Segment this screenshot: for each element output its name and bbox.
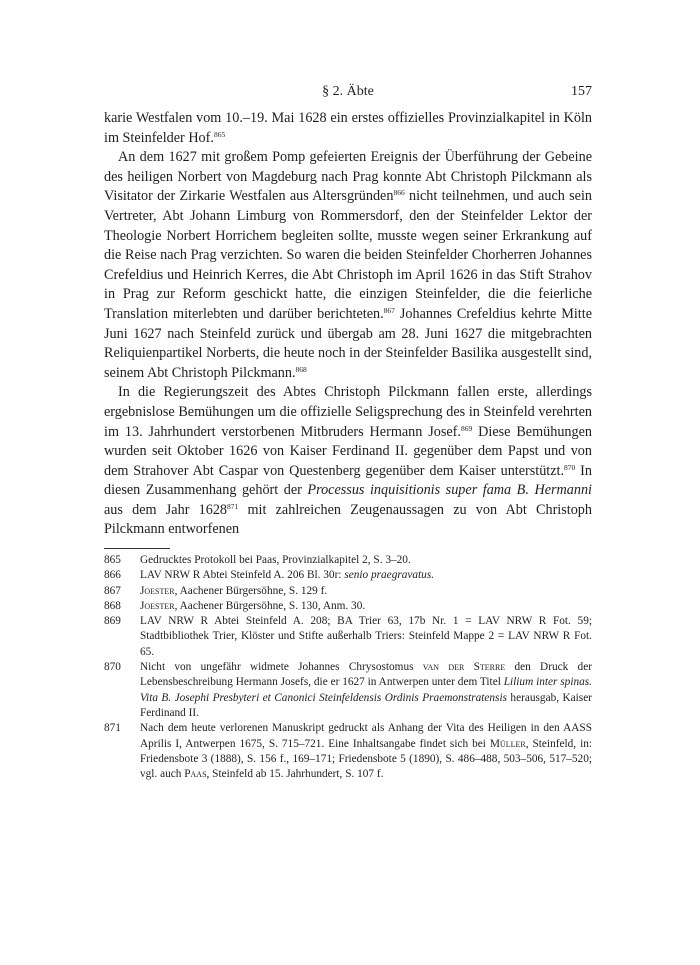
footnote-number: 869: [104, 615, 121, 628]
footnote-text: [140, 553, 592, 568]
text-run: An dem 1627 mit großem Pomp gefeierten Ereignis der Überführung der Gebeine des heiligen Norbert von Magdeburg nach Prag konnte Abt Christoph Pilckmann als Visitator der Zirkarie Westfalen aus Altersgründen: [104, 149, 592, 205]
footnote: [104, 660, 592, 721]
footnote: [104, 568, 592, 583]
text-run: karie Westfalen vom 10.–19. Mai 1628 ein erstes offizielles Provinzialkapitel in Köln im Steinfelder Hof.: [104, 110, 592, 146]
text-run: , Aachener Bürgersöhne, S. 129 f.: [174, 584, 328, 597]
footnote: [104, 614, 592, 660]
footnote-number: 867: [104, 584, 121, 597]
footnote-ref: 870: [564, 462, 576, 472]
running-head: § 2. Äbte: [322, 84, 374, 99]
footnote-ref: 865: [213, 129, 226, 139]
footnote-text: [140, 721, 592, 782]
footnote-number: 865: [104, 554, 121, 566]
footnote-ref: 868: [295, 364, 307, 374]
footnote-number: 866: [104, 569, 121, 582]
footnote-text: [140, 568, 592, 583]
text-run: nicht teilnehmen, und auch sein Vertreter, Abt Johann Limburg von Rommersdorf, den der Steinfelder Lektor der Theologie Norbert Horrichem begleiten sollte, musste wegen seiner Erkrankung auf die Reise nach Prag verzichten. So waren die beiden Steinfelder Chorherren Johannes Crefeldius und Heinrich Kerres, die Abt Christoph im April 1626 in das Stift Strahov in Prag zur Reform geschickt hatte, die einzigen Steinfelder, die die feierliche Translation miterlebten und darüber berichteten.: [104, 188, 592, 322]
footnote-text: [140, 599, 592, 614]
text-run: In diesen Zusammenhang gehört der: [104, 462, 592, 499]
footnote-ref: 871: [227, 501, 239, 511]
text-run: aus dem Jahr 1628: [104, 501, 228, 518]
text-run: den Druck der Lebensbeschreibung Hermann Josefs, die er 1627 in Antwerpen unter dem Titel: [140, 661, 592, 689]
paragraph: [104, 148, 592, 383]
paragraph: [104, 109, 592, 148]
page-header: [104, 84, 592, 104]
body-text: [104, 109, 592, 540]
text-run: , Steinfeld, in: Friedensbote 3 (1888), S. 156 f., 169–171; Friedensbote 5 (1890), S. 486–488, 503–506, 517–520; vgl. auch: [140, 737, 592, 781]
footnote-text: [140, 614, 592, 660]
text-run: Johannes Crefeldius kehrte Mitte Juni 1627 nach Steinfeld zurück und übergab am 28. Juni 1627 die mitgebrachten Reliquienpartikel Norberts, die heute noch in der Steinfelder Basilika ausgestellt sind, seinem Abt Christoph Pilckmann.: [104, 305, 592, 381]
text-run: mit zahlreichen Zeugenaussagen zu von Abt Christoph Pilckmann entworfenen: [104, 501, 592, 538]
text-run: Diese Bemühungen wurden seit Oktober 1626 von Kaiser Ferdinand II. gegenüber dem Papst und von dem Strahover Abt Caspar von Questenberg gegenüber dem Kaiser unterstützt.: [104, 423, 592, 479]
footnote-ref: 867: [383, 305, 395, 315]
footnote-ref: 869: [460, 423, 473, 433]
footnote-number: 870: [104, 661, 121, 674]
author-name: van der Sterre: [422, 661, 506, 674]
page-number: 157: [571, 84, 592, 99]
text-run: , Aachener Bürgersöhne, S. 130, Anm. 30.: [174, 599, 366, 612]
footnote: [104, 553, 592, 568]
footnote-text: [140, 660, 592, 721]
footnotes: [104, 553, 592, 782]
italic-title: Processus inquisitionis super fama B. Hermanni: [307, 482, 592, 499]
footnote-number: 871: [104, 722, 121, 735]
footnote: [104, 584, 592, 599]
footnote: [104, 599, 592, 614]
text-run: Nach dem heute verlorenen Manuskript gedruckt als Anhang der Vita des Heiligen in den AASS Aprilis I, Antwerpen 1675, S. 715–721. Eine Inhaltsangabe findet sich bei: [140, 722, 592, 750]
author-name: Joester: [140, 584, 175, 597]
footnote-number: 868: [104, 599, 121, 612]
footnote-rule: [104, 548, 170, 549]
text-run: Nicht von ungefähr widmete Johannes Chrysostomus: [140, 661, 423, 674]
paragraph: [104, 383, 592, 540]
footnote: [104, 721, 592, 782]
italic-quote: senio praegravatus.: [344, 569, 435, 582]
author-name: Joester: [140, 599, 175, 612]
italic-title: Lilium inter spinas. Vita B. Josephi Presbyteri et Canonici Steinfeldensis Ordinis Praemonstratensis: [140, 676, 592, 704]
author-name: Paas: [184, 768, 207, 781]
text-run: LAV NRW R Abtei Steinfeld A. 206 Bl. 30r:: [140, 569, 345, 582]
text-run: LAV NRW R Abtei Steinfeld A. 208; BA Trier 63, 17b Nr. 1 = LAV NRW R Fot. 59; Stadtbibliothek Trier, Klöster und Stifte außerhalb Triers: Steinfeld Mappe 2 = LAV NRW R Fot. 65.: [140, 615, 592, 658]
footnote-text: [140, 584, 592, 599]
footnote-ref: 866: [393, 188, 405, 198]
text-run: Gedrucktes Protokoll bei Paas, Provinzialkapitel 2, S. 3–20.: [140, 554, 411, 566]
text-run: , Steinfeld ab 15. Jahrhundert, S. 107 f.: [206, 768, 384, 781]
author-name: Müller: [489, 737, 526, 750]
text-run: In die Regierungszeit des Abtes Christoph Pilckmann fallen erste, allerdings ergebnislose Bemühungen um die offizielle Seligsprechung des in Steinfeld verehrten im 13. Jahrhundert verstorbenen Mitbruders Hermann Josef.: [104, 384, 592, 440]
text-run: herausgab, Kaiser Ferdinand II.: [140, 691, 592, 719]
